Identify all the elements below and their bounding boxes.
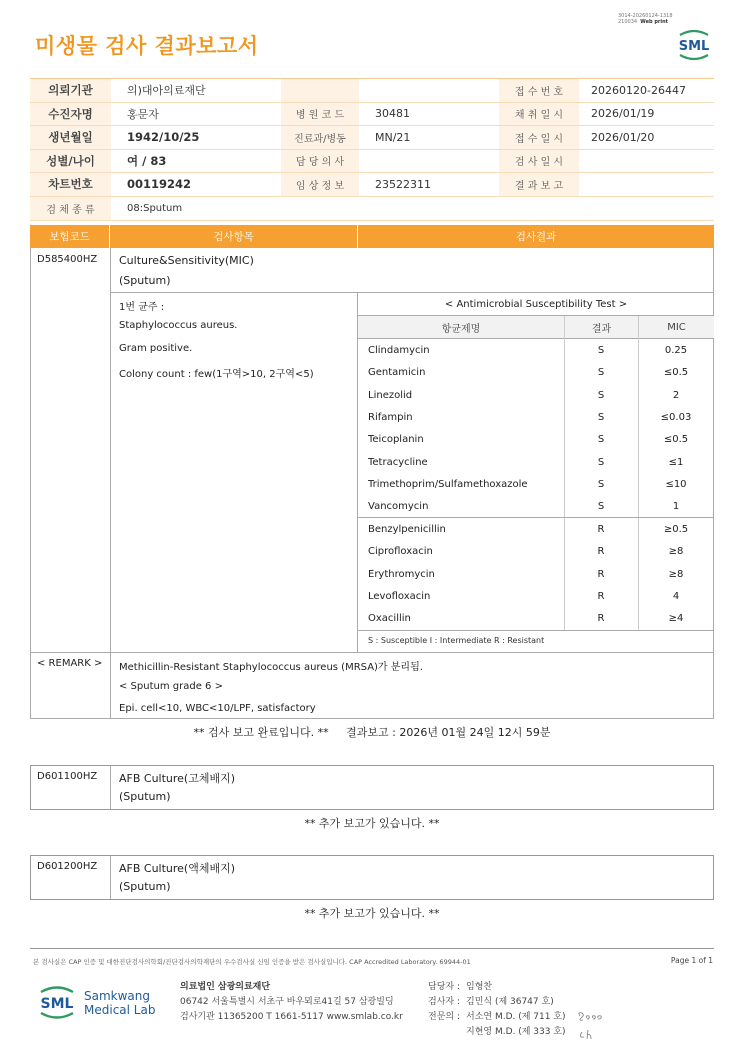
- drug-result: S: [597, 478, 605, 490]
- drug-mic: ≥4: [668, 612, 684, 624]
- ast-row: [358, 518, 714, 540]
- test2-name: AFB Culture(고체배지): [119, 772, 236, 785]
- info-label: 성별/나이: [30, 150, 111, 173]
- info-value: 1942/10/25: [127, 130, 200, 145]
- test3-block: [30, 855, 714, 900]
- table-border: [30, 248, 31, 718]
- drug-mic: ≤0.5: [663, 366, 689, 378]
- test1-specimen: (Sputum): [119, 274, 171, 287]
- organism-line: Gram positive.: [119, 343, 193, 354]
- drug-mic: 2: [672, 389, 680, 401]
- table-border: [110, 766, 111, 809]
- report-complete-note: ** 검사 보고 완료입니다. ** 결과보고 : 2026년 01월 24일 12시 59분: [193, 726, 551, 739]
- info-label: 결 과 보 고: [499, 173, 579, 196]
- drug-result: S: [597, 411, 605, 423]
- drug-mic: ≥0.5: [663, 523, 689, 535]
- info-row-3: [30, 126, 714, 150]
- staff-row: [428, 995, 566, 1010]
- info-label: 병 원 코 드: [281, 103, 359, 126]
- ast-row: [358, 361, 714, 383]
- info-label: 의뢰기관: [30, 79, 111, 102]
- org-contact: 검사기관 11365200 T 1661-5117 www.smlab.co.kr: [180, 1012, 403, 1022]
- drug-name: Benzylpenicillin: [368, 523, 446, 535]
- table-border: [110, 248, 111, 718]
- results-header: [30, 225, 714, 248]
- brand-line-2: Medical Lab: [84, 1003, 156, 1017]
- drug-result: S: [597, 389, 605, 401]
- ast-title: < Antimicrobial Susceptibility Test >: [444, 298, 628, 310]
- info-label: 진료과/병동: [281, 126, 359, 149]
- drug-result: R: [597, 523, 605, 535]
- page-number: Page 1 of 1: [670, 956, 713, 965]
- info-label: 채 취 일 시: [499, 103, 579, 126]
- test3-note: ** 추가 보고가 있습니다. **: [304, 907, 440, 920]
- remark-label: < REMARK >: [37, 658, 103, 669]
- ast-row: [358, 540, 714, 562]
- drug-name: Linezolid: [368, 389, 413, 401]
- test2-specimen: (Sputum): [119, 790, 171, 803]
- staff-row: [428, 980, 566, 995]
- info-label: 검 사 일 시: [499, 150, 579, 173]
- organism-line: Colony count : few(1구역>10, 2구역<5): [119, 369, 314, 380]
- staff-role: 전문의 :: [428, 1012, 460, 1022]
- drug-mic: 1: [672, 500, 680, 512]
- org-info: [180, 980, 403, 1025]
- specimen-label: 검 체 종 류: [30, 197, 111, 220]
- info-row-1: [30, 79, 714, 103]
- brand-line-1: Samkwang: [84, 989, 150, 1003]
- org-address: 06742 서울특별시 서초구 바우뫼로41길 57 삼광빌딩: [180, 997, 394, 1007]
- info-value: 2026/01/20: [591, 130, 655, 144]
- info-label: [281, 79, 359, 102]
- drug-name: Ciprofloxacin: [368, 545, 433, 557]
- drug-mic: ≥8: [668, 568, 684, 580]
- info-row-5: [30, 173, 714, 197]
- print-stamp-code: 210034: [618, 19, 638, 25]
- test2-note: ** 추가 보고가 있습니다. **: [304, 817, 440, 830]
- org-name: 의료법인 삼광의료재단: [180, 982, 271, 992]
- info-label: 접 수 일 시: [499, 126, 579, 149]
- staff-row: [428, 1010, 566, 1025]
- ast-row: [358, 451, 714, 473]
- test1-code: D585400HZ: [37, 254, 98, 265]
- ast-row: [358, 495, 714, 517]
- col-code-header: 보험코드: [30, 225, 110, 248]
- print-stamp-mode: Web print: [640, 19, 669, 25]
- drug-mic: ≤0.5: [663, 433, 689, 445]
- info-value: 의)대아의료재단: [127, 84, 206, 98]
- drug-result: R: [597, 568, 605, 580]
- drug-result: S: [597, 366, 605, 378]
- drug-mic: ≥8: [668, 545, 684, 557]
- info-label: 담 당 의 사: [281, 150, 359, 173]
- ast-row: [358, 607, 714, 629]
- patient-info-table: [30, 78, 714, 221]
- table-border: [110, 856, 111, 899]
- staff-row: [428, 1025, 566, 1040]
- ast-row: [358, 563, 714, 585]
- doctor-signature: [576, 1010, 606, 1044]
- table-border: [30, 718, 714, 719]
- info-value: [359, 150, 499, 173]
- info-value: MN/21: [375, 130, 411, 144]
- remark-line: Methicillin-Resistant Staphylococcus aureus (MRSA)가 분리됨.: [119, 662, 423, 673]
- drug-mic: 4: [672, 590, 680, 602]
- info-value: 여 / 83: [127, 153, 167, 168]
- sml-logo-text: SML: [678, 39, 710, 54]
- staff-role: 담당자 :: [428, 982, 460, 992]
- accreditation-disclaimer: 본 검사실은 CAP 인증 및 대한진단검사의학회/진단검사의학재단의 우수검사실 신임 인증을 받은 검사실입니다. CAP Accredited Laboratory. 69944-01: [33, 958, 471, 966]
- sml-logo-footer: [36, 982, 78, 1024]
- info-value: 30481: [375, 107, 410, 121]
- test3-name: AFB Culture(액체배지): [119, 862, 236, 875]
- info-label: 차트번호: [30, 173, 111, 196]
- drug-mic: ≤0.03: [660, 411, 692, 423]
- print-stamp-sub: [618, 19, 688, 25]
- ast-column-header: [358, 316, 714, 338]
- info-value: 00119242: [127, 177, 192, 192]
- staff-name: 김민식 (제 36747 호): [466, 997, 554, 1007]
- info-value: [359, 79, 499, 102]
- info-value: [579, 150, 714, 173]
- test3-code: D601200HZ: [37, 861, 98, 872]
- table-border: [30, 652, 714, 653]
- print-stamp-id: 3014-20260124-1318: [618, 13, 673, 19]
- info-row-2: [30, 103, 714, 127]
- info-label: 수진자명: [30, 103, 111, 126]
- table-border: [358, 630, 714, 631]
- ast-row: [358, 406, 714, 428]
- staff-info: [428, 980, 566, 1040]
- drug-result: R: [597, 545, 605, 557]
- drug-name: Tetracycline: [368, 456, 428, 468]
- drug-name: Teicoplanin: [368, 433, 424, 445]
- test2-block: [30, 765, 714, 810]
- test1-name: Culture&Sensitivity(MIC): [119, 254, 254, 267]
- ast-col-result: 결과: [564, 316, 638, 338]
- drug-mic: 0.25: [664, 344, 688, 356]
- remark-line: Epi. cell<10, WBC<10/LPF, satisfactory: [119, 703, 316, 714]
- footer-divider: [30, 948, 714, 949]
- ast-col-drug: 항균제명: [441, 323, 481, 335]
- info-row-4: [30, 150, 714, 174]
- drug-name: Vancomycin: [368, 500, 429, 512]
- drug-mic: ≤1: [668, 456, 684, 468]
- col-item-header: 검사항목: [110, 225, 358, 248]
- info-label: 생년월일: [30, 126, 111, 149]
- susceptibility-legend: S : Susceptible I : Intermediate R : Resistant: [368, 636, 545, 645]
- remark-line: < Sputum grade 6 >: [119, 681, 223, 692]
- ast-row: [358, 384, 714, 406]
- staff-name: 서소연 M.D. (제 711 호): [466, 1012, 566, 1022]
- info-row-specimen: [30, 197, 714, 221]
- ast-row: [358, 585, 714, 607]
- drug-name: Oxacillin: [368, 612, 411, 624]
- info-label: 임 상 정 보: [281, 173, 359, 196]
- print-stamp: [618, 13, 688, 25]
- drug-result: S: [597, 433, 605, 445]
- staff-name: 지현영 M.D. (제 333 호): [466, 1027, 566, 1037]
- info-value: 20260120-26447: [591, 83, 686, 97]
- drug-mic: ≤10: [665, 478, 687, 490]
- drug-name: Levofloxacin: [368, 590, 431, 602]
- drug-result: S: [597, 500, 605, 512]
- drug-result: S: [597, 456, 605, 468]
- drug-name: Rifampin: [368, 411, 413, 423]
- sml-logo-footer-text: SML: [40, 996, 74, 1012]
- test2-code: D601100HZ: [37, 771, 98, 782]
- ast-row: [358, 473, 714, 495]
- brand-name: [84, 989, 155, 1017]
- info-value: 홍문자: [127, 107, 159, 121]
- organism-line: 1번 균주 :: [119, 302, 165, 313]
- drug-name: Gentamicin: [368, 366, 426, 378]
- ast-row: [358, 339, 714, 361]
- drug-name: Clindamycin: [368, 344, 430, 356]
- drug-result: R: [597, 612, 605, 624]
- ast-row: [358, 428, 714, 450]
- info-value: 2026/01/19: [591, 107, 655, 121]
- info-label: 접 수 번 호: [499, 79, 579, 102]
- test3-specimen: (Sputum): [119, 880, 171, 893]
- drug-result: R: [597, 590, 605, 602]
- drug-name: Erythromycin: [368, 568, 435, 580]
- organism-line: Staphylococcus aureus.: [119, 320, 238, 331]
- page-title: 미생물 검사 결과보고서: [35, 34, 259, 58]
- drug-result: S: [597, 344, 605, 356]
- info-value: 23522311: [375, 177, 431, 191]
- sml-logo: [674, 26, 714, 66]
- info-value: [579, 173, 714, 196]
- staff-name: 임형찬: [466, 982, 493, 992]
- drug-name: Trimethoprim/Sulfamethoxazole: [368, 478, 528, 490]
- specimen-value: 08:Sputum: [127, 202, 183, 214]
- staff-role: 검사자 :: [428, 997, 460, 1007]
- ast-col-mic: MIC: [638, 316, 714, 338]
- col-result-header: 검사결과: [515, 231, 557, 243]
